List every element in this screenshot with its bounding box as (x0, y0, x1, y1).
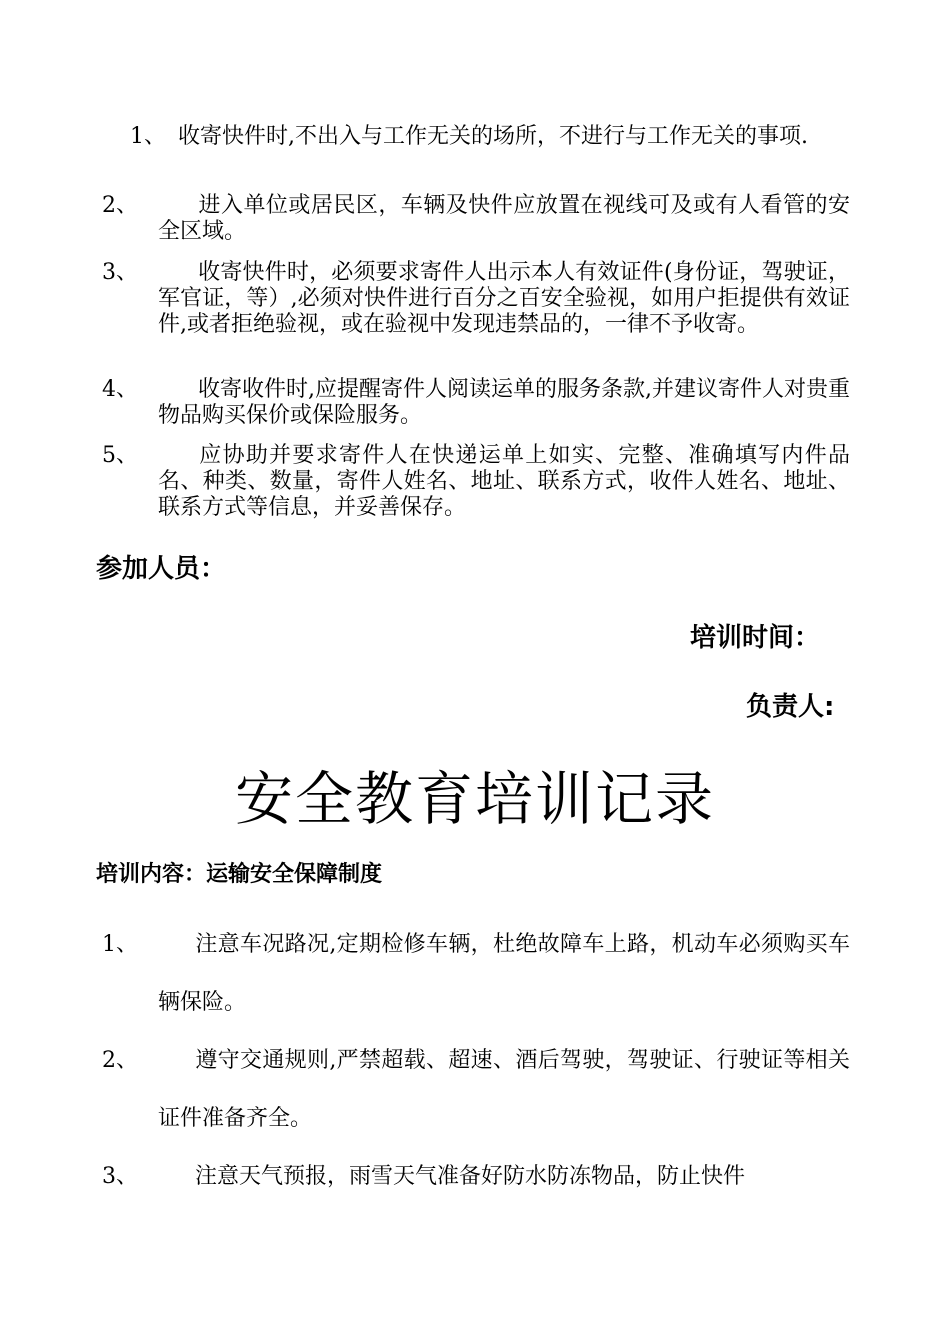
rule-item-5 (102, 443, 850, 521)
item-number: 3、 (102, 1164, 138, 1189)
item-number: 1、 (130, 124, 166, 149)
item-text: 进入单位或居民区，车辆及快件应放置在视线可及或有人看管的安全区域。 (158, 193, 850, 244)
participants-label: 参加人员： (96, 554, 227, 584)
rule-item-1 (130, 124, 850, 150)
rule-item-4 (102, 377, 850, 429)
item-text: 注意天气预报，雨雪天气准备好防水防冻物品，防止快件 (195, 1164, 746, 1189)
item-number: 2、 (102, 1048, 138, 1073)
item-text: 收寄快件时,不出入与工作无关的场所，不进行与工作无关的事项. (178, 124, 808, 149)
item-text: 遵守交通规则,严禁超载、超速、酒后驾驶，驾驶证、行驶证等相关证件准备齐全。 (158, 1048, 850, 1131)
responsible-label: 负责人: (746, 692, 835, 722)
training-content-label: 培训内容：运输安全保障制度 (96, 862, 383, 887)
transport-item-1 (102, 916, 850, 1032)
training-time-label: 培训时间： (690, 623, 821, 653)
item-text: 收寄快件时，必须要求寄件人出示本人有效证件(身份证，驾驶证，军官证，等）,必须对快件进行百分之百安全验视，如用户拒提供有效证件,或者拒绝验视，或在验视中发现违禁品的，一律不予收寄。 (158, 260, 850, 337)
document-title: 安全教育培训记录 (234, 765, 715, 833)
rule-item-3 (102, 260, 850, 338)
item-number: 5、 (102, 443, 138, 468)
transport-item-3 (102, 1148, 850, 1206)
item-text: 注意车况路况,定期检修车辆，杜绝故障车上路，机动车必须购买车辆保险。 (158, 932, 850, 1015)
item-number: 3、 (102, 260, 138, 285)
item-text: 应协助并要求寄件人在快递运单上如实、完整、准确填写内件品名、种类、数量，寄件人姓名、地址、联系方式，收件人姓名、地址、联系方式等信息，并妥善保存。 (158, 443, 850, 520)
item-number: 4、 (102, 377, 138, 402)
item-number: 1、 (102, 932, 138, 957)
item-number: 2、 (102, 193, 138, 218)
item-text: 收寄收件时,应提醒寄件人阅读运单的服务条款,并建议寄件人对贵重物品购买保价或保险服务。 (158, 377, 850, 428)
rule-item-2 (102, 193, 850, 245)
transport-item-2 (102, 1032, 850, 1148)
